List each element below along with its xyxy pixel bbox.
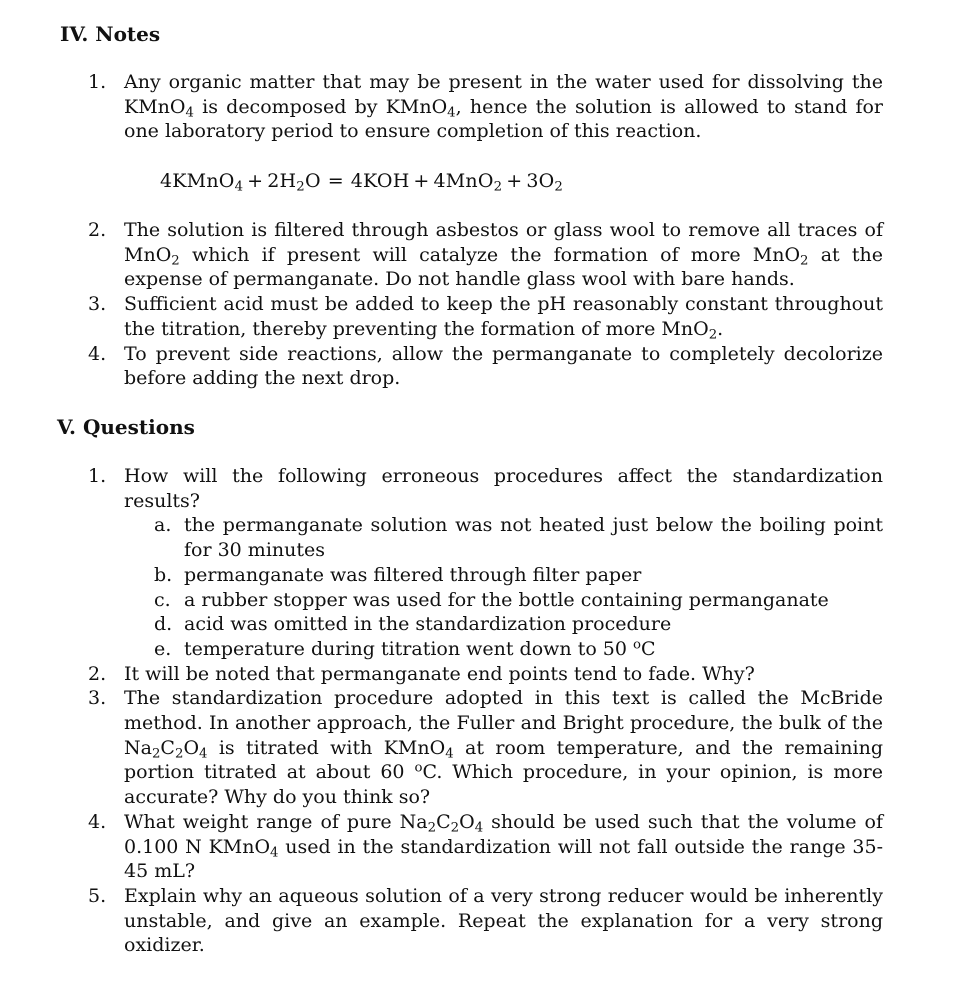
note-number: 3. bbox=[88, 293, 107, 316]
subitem-c: c. a rubber stopper was used for the bottle containing permanganate bbox=[154, 588, 829, 611]
note-number: 1. bbox=[88, 71, 107, 93]
subitem-e: e. temperature during titration went down to 50 $^o$C bbox=[154, 637, 656, 660]
questions-heading: V. Questions bbox=[57, 415, 195, 439]
question-item-1: 1. How will the following erroneous procedures affect the standardization results? a. the permanganate solution was not heated just below the boiling point for 30 minutes b. permanganate was filtered through filter paper c. a rubber stopper was used for the bottle containing permanganate d. acid was omitted in the standardization procedure e. temperature during titration went down to 50 $^o$C bbox=[88, 465, 883, 660]
question-number: 2. bbox=[88, 662, 107, 685]
question-number: 5. bbox=[88, 884, 107, 907]
note-item-2: 2. The solution is filtered through asbestos or glass wool to remove all traces of MnO$_2$ which if present will catalyze the formation of more MnO$_2$ at the expense of permanganate. Do not handle glass wool with bare hands. bbox=[88, 219, 883, 291]
note-number: 4. bbox=[88, 342, 107, 365]
note-item-1: 1. Any organic matter that may be present in the water used for dissolving the KMnO$_4$ is decomposed by KMnO$_4$, hence the solution is allowed to stand for one laboratory period to ensure completion of this reaction. bbox=[88, 71, 884, 143]
question-number: 4. bbox=[88, 810, 107, 833]
reaction-equation: 4KMnO$_4$ + $2H_2O = 4KOH + 4MnO_2 + 3O_2$ bbox=[160, 170, 564, 195]
note-item-3: 3. Sufficient acid must be added to keep the pH reasonably constant throughout the titration, thereby preventing the formation of more MnO$_2$. bbox=[88, 293, 883, 343]
question-1-subitems bbox=[154, 513, 883, 661]
subitem-d: d. acid was omitted in the standardization procedure bbox=[154, 613, 672, 636]
note-number: 2. bbox=[88, 219, 107, 241]
question-number: 3. bbox=[88, 687, 107, 710]
note-item-4: 4. To prevent side reactions, allow the permanganate to completely decolorize before adding the next drop. bbox=[88, 342, 883, 390]
question-item-5: 5. Explain why an aqueous solution of a very strong reducer would be inherently unstable, and give an example. Repeat the explanation for a very strong oxidizer. bbox=[88, 884, 883, 957]
notes-list-continued bbox=[88, 218, 883, 391]
subitem-a: a. the permanganate solution was not heated just below the boiling point for 30 minutes bbox=[154, 514, 883, 562]
questions-list bbox=[88, 464, 883, 958]
notes-heading: IV. Notes bbox=[60, 22, 161, 46]
question-item-3: 3. The standardization procedure adopted in this text is called the McBride method. In another approach, the Fuller and Bright procedure, the bulk of the $Na_2C_2O_4$ is titrated with KMnO$_4$ at room temperature, and the remaining portion titrated at about 60 $^o$C. Which procedure, in your opinion, is more accurate? Why do you think so? bbox=[88, 687, 883, 809]
subitem-b: b. permanganate was filtered through filter paper bbox=[154, 563, 642, 586]
question-item-2: 2. It will be noted that permanganate end points tend to fade. Why? bbox=[88, 662, 755, 685]
question-item-4: 4. What weight range of pure $Na_2C_2O_4$ should be used such that the volume of 0.100 N KMnO$_4$ used in the standardization will not fall outside the range 35-45 mL? bbox=[88, 810, 883, 883]
notes-list bbox=[88, 70, 883, 144]
question-number: 1. bbox=[88, 465, 107, 487]
